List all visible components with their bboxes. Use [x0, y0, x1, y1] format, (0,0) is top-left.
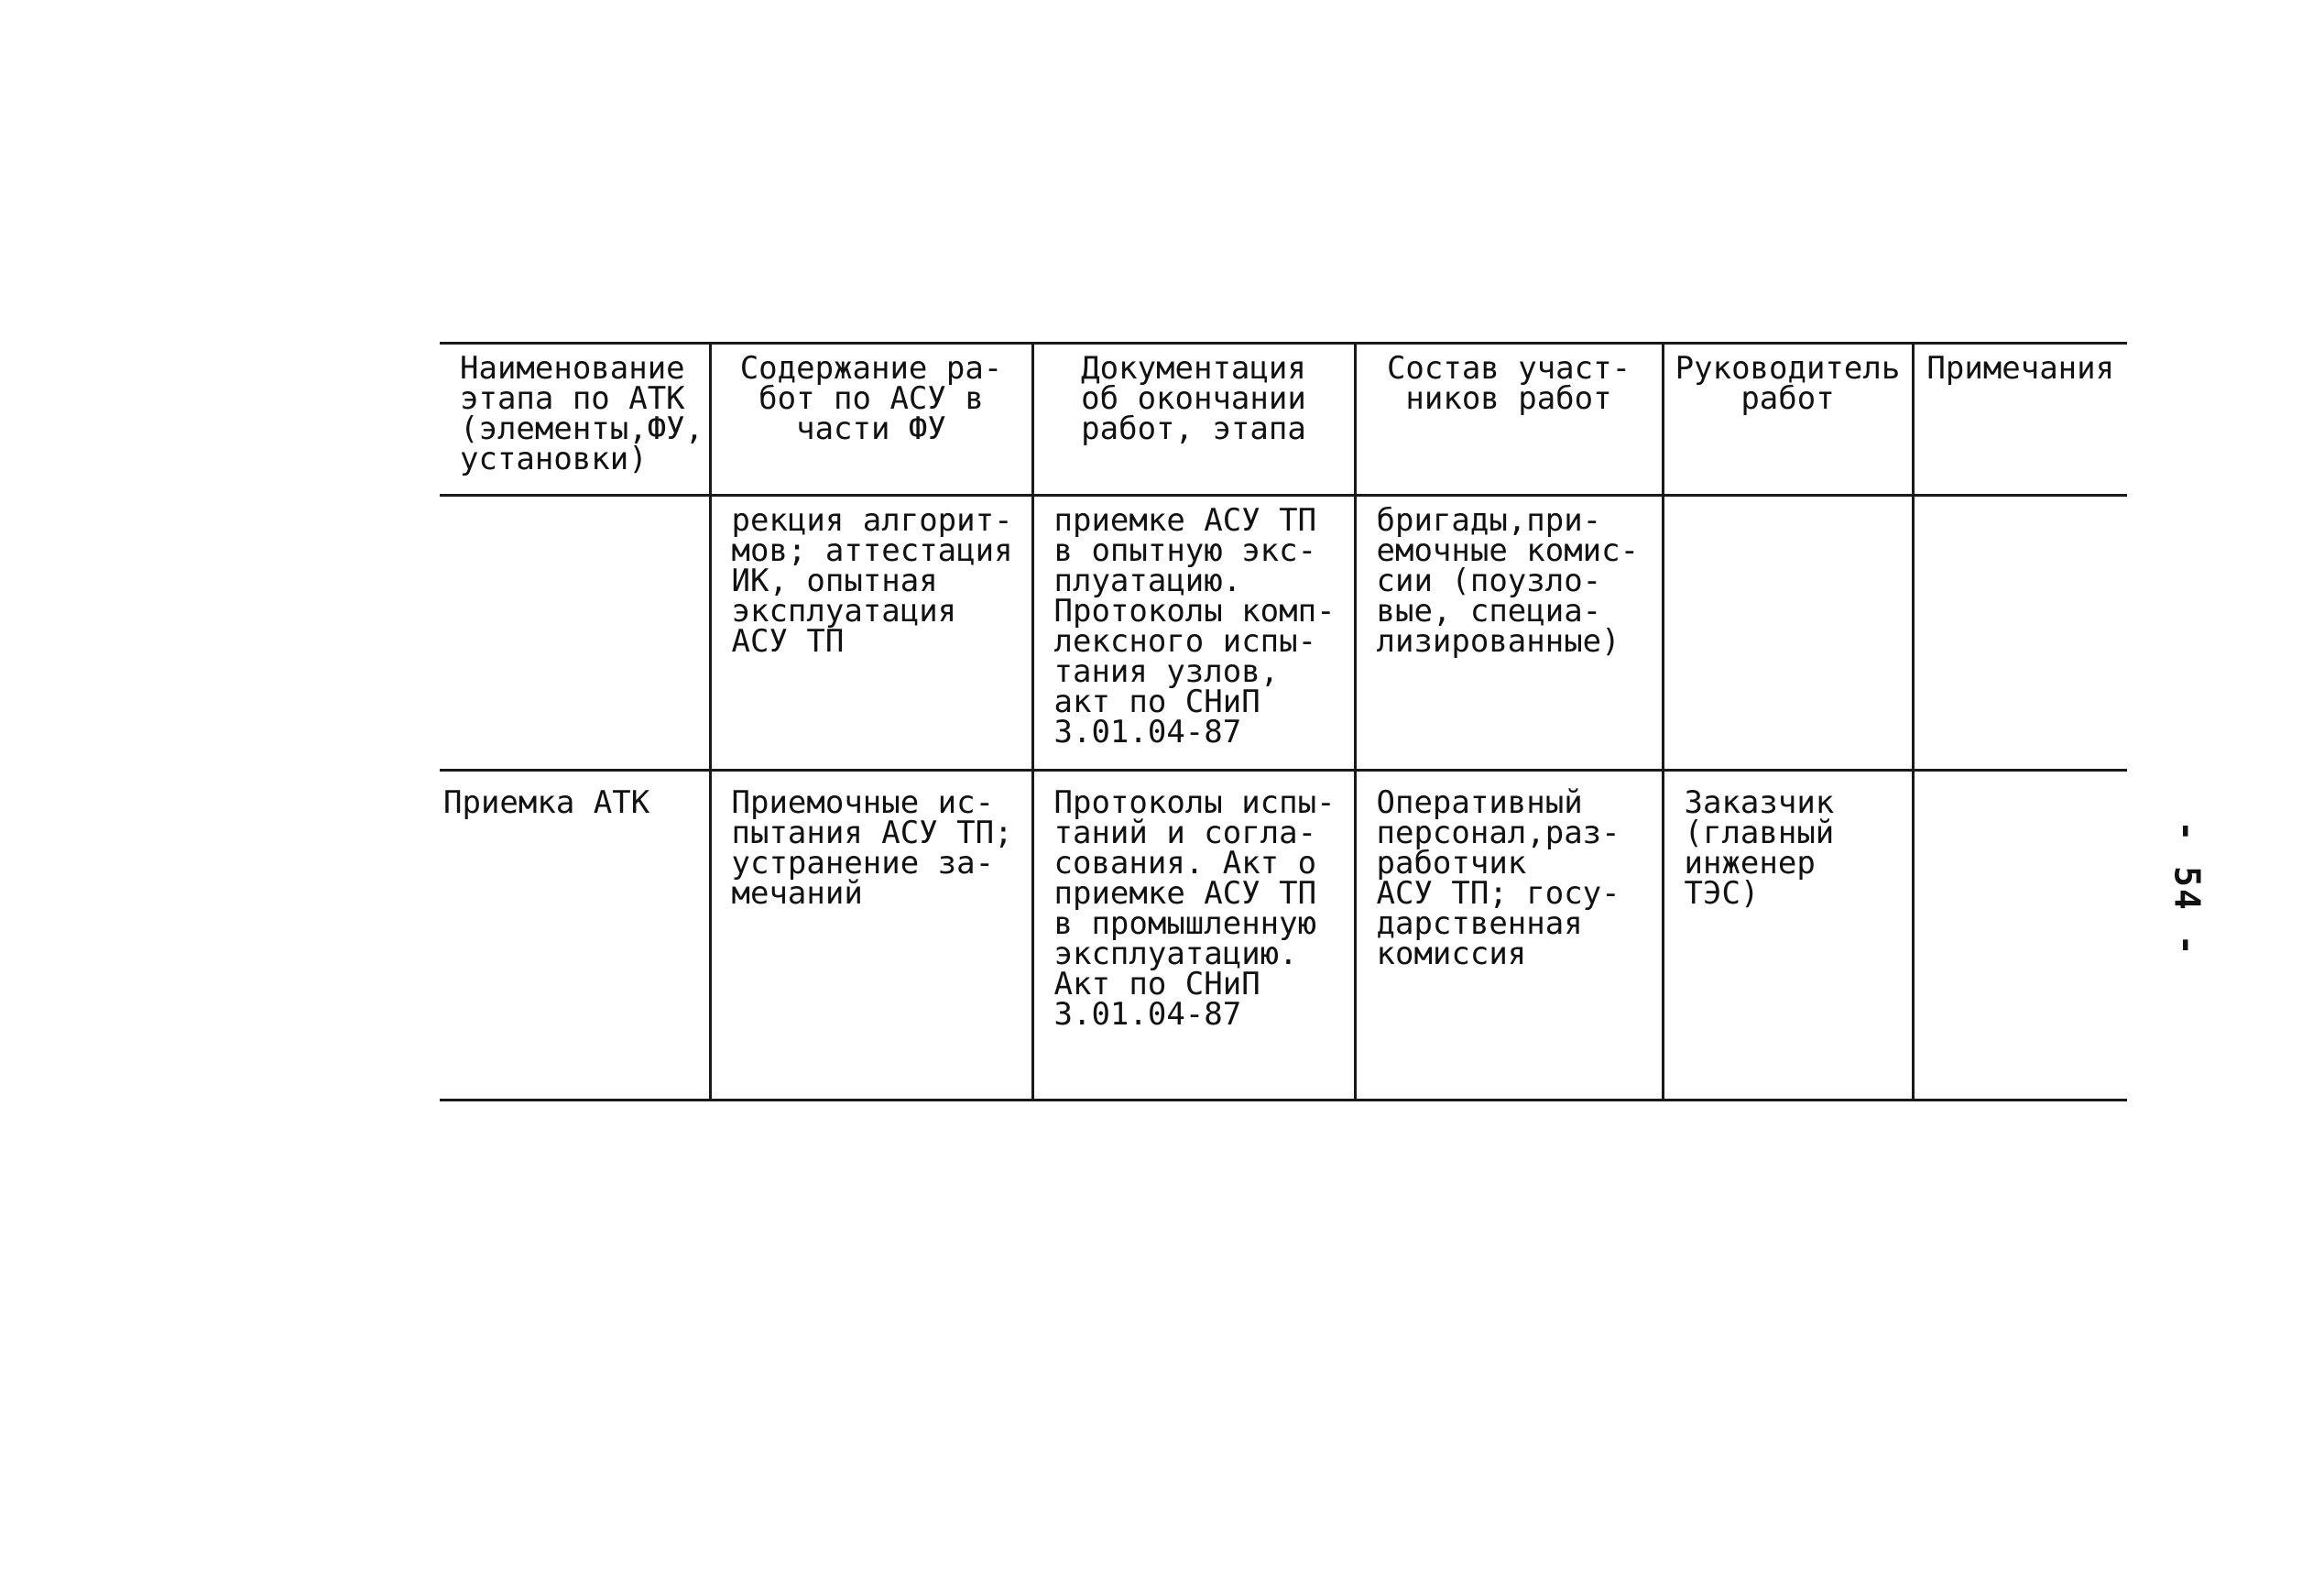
- cell-participants: Оперативный персонал,раз- работчик АСУ ТП; госу- дарственная комиссия: [1355, 771, 1663, 1101]
- page-number-text: - 54 -: [2167, 820, 2208, 958]
- header-documentation: Документация об окончании работ, этапа: [1032, 344, 1355, 496]
- cell-notes: [1913, 496, 2127, 771]
- table-row: [440, 771, 2127, 1101]
- header-notes: Примечания: [1913, 344, 2127, 496]
- cell-stage-name: Приемка АТК: [440, 771, 710, 1101]
- header-participants: Состав участ- ников работ: [1355, 344, 1663, 496]
- cell-stage-name: [440, 496, 710, 771]
- cell-work-content: рекция алгорит- мов; аттестация ИК, опытная эксплуатация АСУ ТП: [710, 496, 1032, 771]
- document-table: [440, 342, 2127, 1101]
- header-supervisor: Руководитель работ: [1663, 344, 1913, 496]
- cell-supervisor: Заказчик (главный инженер ТЭС): [1663, 771, 1913, 1101]
- table-row: [440, 496, 2127, 771]
- cell-participants: бригады,при- емочные комис- сии (поузло- вые, специа- лизированные): [1355, 496, 1663, 771]
- cell-notes: [1913, 771, 2127, 1101]
- page-number: [2160, 820, 2215, 958]
- header-stage-name: Наименование этапа по АТК (элементы,ФУ, установки): [440, 344, 710, 496]
- header-work-content: Содержание ра- бот по АСУ в части ФУ: [710, 344, 1032, 496]
- table-header-row: [440, 344, 2127, 496]
- cell-documentation: приемке АСУ ТП в опытную экс- плуатацию. Протоколы комп- лексного испы- тания узлов, акт по СНиП 3.01.04-87: [1032, 496, 1355, 771]
- cell-documentation: Протоколы испы- таний и согла- сования. Акт о приемке АСУ ТП в промышленную эксплуатацию. Акт по СНиП 3.01.04-87: [1032, 771, 1355, 1101]
- cell-supervisor: [1663, 496, 1913, 771]
- cell-work-content: Приемочные ис- пытания АСУ ТП; устранение за- мечаний: [710, 771, 1032, 1101]
